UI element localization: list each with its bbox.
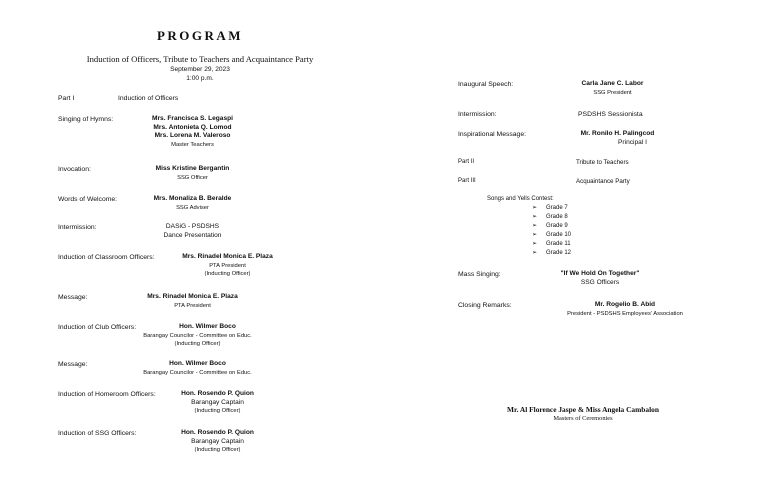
person-title: Barangay Captain: [191, 437, 244, 445]
person-name: Hon. Rosendo P. Quion: [181, 429, 254, 436]
person-role: (Inducting Officer): [194, 447, 241, 454]
arrow-bullet-icon: ➢: [532, 223, 538, 230]
item-label-singing-hymns: Singing of Hymns:: [58, 116, 114, 123]
list-item: ➢ Grade 9: [532, 222, 571, 231]
item-club-officers: [125, 323, 270, 349]
person-role: SSG President: [593, 89, 632, 96]
person-role: (Inducting Officer): [204, 271, 251, 278]
grade-list: [532, 204, 571, 259]
part-3-title: Acquaintance Party: [576, 178, 630, 185]
contest-title: Songs and Yells Contest:: [487, 196, 554, 202]
item-singing-hymns: [130, 115, 255, 149]
item-label-intermission: Intermission:: [58, 224, 97, 231]
person-name: Mrs. Antonieta Q. Lomod: [153, 123, 232, 131]
person-name: Hon. Wilmer Boco: [179, 323, 236, 330]
part-3-label: Part III: [458, 178, 476, 184]
item-inspirational-message: [555, 130, 680, 147]
item-label-message-councilor: Message:: [58, 361, 88, 368]
item-label-homeroom-officers: Induction of Homeroom Officers:: [58, 391, 156, 398]
program-subtitle: Induction of Officers, Tribute to Teachers and Acquaintance Party: [86, 54, 314, 64]
person-role: (Inducting Officer): [174, 341, 221, 348]
list-item: ➢ Grade 8: [532, 213, 571, 222]
item-label-message-pta: Message:: [58, 294, 88, 301]
person-title: Barangay Captain: [191, 398, 244, 406]
person-name: Mrs. Francisca S. Legaspi: [152, 115, 233, 122]
item-homeroom-officers: [160, 390, 275, 416]
program-time: 1:00 p.m.: [186, 75, 214, 82]
program-date: September 29, 2023: [170, 66, 230, 73]
item-label-classroom-officers: Induction of Classroom Officers:: [58, 254, 155, 261]
item-closing-remarks: [555, 301, 695, 318]
arrow-bullet-icon: ➢: [532, 250, 538, 257]
person-role: Master Teachers: [171, 141, 214, 148]
person-name: Carla Jane C. Labor: [581, 80, 644, 87]
arrow-bullet-icon: ➢: [532, 214, 538, 221]
song-title: "If We Hold On Together": [560, 270, 640, 277]
person-role: PTA President: [174, 302, 211, 309]
person-role: (Inducting Officer): [194, 408, 241, 415]
person-role: Principal I: [618, 138, 647, 146]
item-label-club-officers: Induction of Club Officers:: [58, 324, 137, 331]
item-label-mass-singing: Mass Singing:: [458, 271, 501, 278]
part-2-label: Part II: [458, 159, 475, 165]
person-role: SSG Adviser: [176, 204, 209, 211]
person-name: Mrs. Rinadel Monica E. Plaza: [182, 253, 273, 260]
item-label-invocation: Invocation:: [58, 166, 91, 173]
item-intermission: [130, 223, 255, 240]
masters-of-ceremonies-role: Masters of Ceremonies: [553, 415, 613, 422]
person-name: Hon. Rosendo P. Quion: [181, 390, 254, 397]
person-name: Miss Kristine Bergantin: [155, 165, 230, 172]
item-invocation: [130, 165, 255, 182]
item-label-inaugural-speech: Inaugural Speech:: [458, 81, 514, 88]
arrow-bullet-icon: ➢: [532, 241, 538, 248]
arrow-bullet-icon: ➢: [532, 232, 538, 239]
item-message-pta: [130, 293, 255, 310]
person-role: Barangay Councilor - Committee on Educ.: [143, 369, 252, 376]
item-label-ssg-officers: Induction of SSG Officers:: [58, 430, 137, 437]
person-role: PTA President: [209, 262, 246, 269]
part-1-title: Induction of Officers: [118, 95, 179, 102]
person-name: Mr. Ronilo H. Palingcod: [580, 130, 655, 137]
item-label-intermission-2: Intermission:: [458, 111, 497, 118]
program-title: PROGRAM: [156, 28, 244, 43]
performance-type: Dance Presentation: [163, 231, 222, 239]
item-label-welcome: Words of Welcome:: [58, 196, 118, 203]
item-label-inspirational-message: Inspirational Message:: [458, 131, 527, 138]
part-1-label: Part I: [58, 95, 75, 102]
person-name: Mrs. Lorena M. Valeroso: [154, 132, 231, 140]
person-role: President - PSDSHS Employees' Association: [567, 310, 683, 317]
item-ssg-officers: [160, 429, 275, 455]
person-role: SSG Officer: [177, 174, 208, 181]
item-inaugural-speech: [555, 80, 670, 97]
performer-name: PSDSHS Sessionista: [578, 111, 643, 118]
list-item: ➢ Grade 7: [532, 204, 571, 213]
performer-name: SSG Officers: [580, 278, 620, 286]
part-2-title: Tribute to Teachers: [576, 159, 629, 166]
person-name: Hon. Wilmer Boco: [169, 360, 226, 367]
item-welcome: [130, 195, 255, 212]
person-name: Mr. Rogelio B. Abid: [594, 301, 656, 308]
arrow-bullet-icon: ➢: [532, 205, 538, 211]
performer-name: DASiG - PSDSHS: [165, 223, 220, 230]
item-mass-singing: [540, 270, 660, 287]
list-item: ➢ Grade 12: [532, 249, 571, 258]
list-item: ➢ Grade 11: [532, 240, 571, 249]
item-message-councilor: [125, 360, 270, 377]
masters-of-ceremonies-names: Mr. Al Florence Jaspe & Miss Angela Cambalon: [507, 405, 659, 414]
person-name: Mrs. Rinadel Monica E. Plaza: [147, 293, 238, 300]
list-item: ➢ Grade 10: [532, 231, 571, 240]
person-name: Mrs. Monaliza B. Beralde: [153, 195, 232, 202]
person-role: Barangay Councilor - Committee on Educ.: [143, 332, 252, 339]
item-label-closing-remarks: Closing Remarks:: [458, 302, 512, 309]
item-classroom-officers: [170, 253, 285, 279]
